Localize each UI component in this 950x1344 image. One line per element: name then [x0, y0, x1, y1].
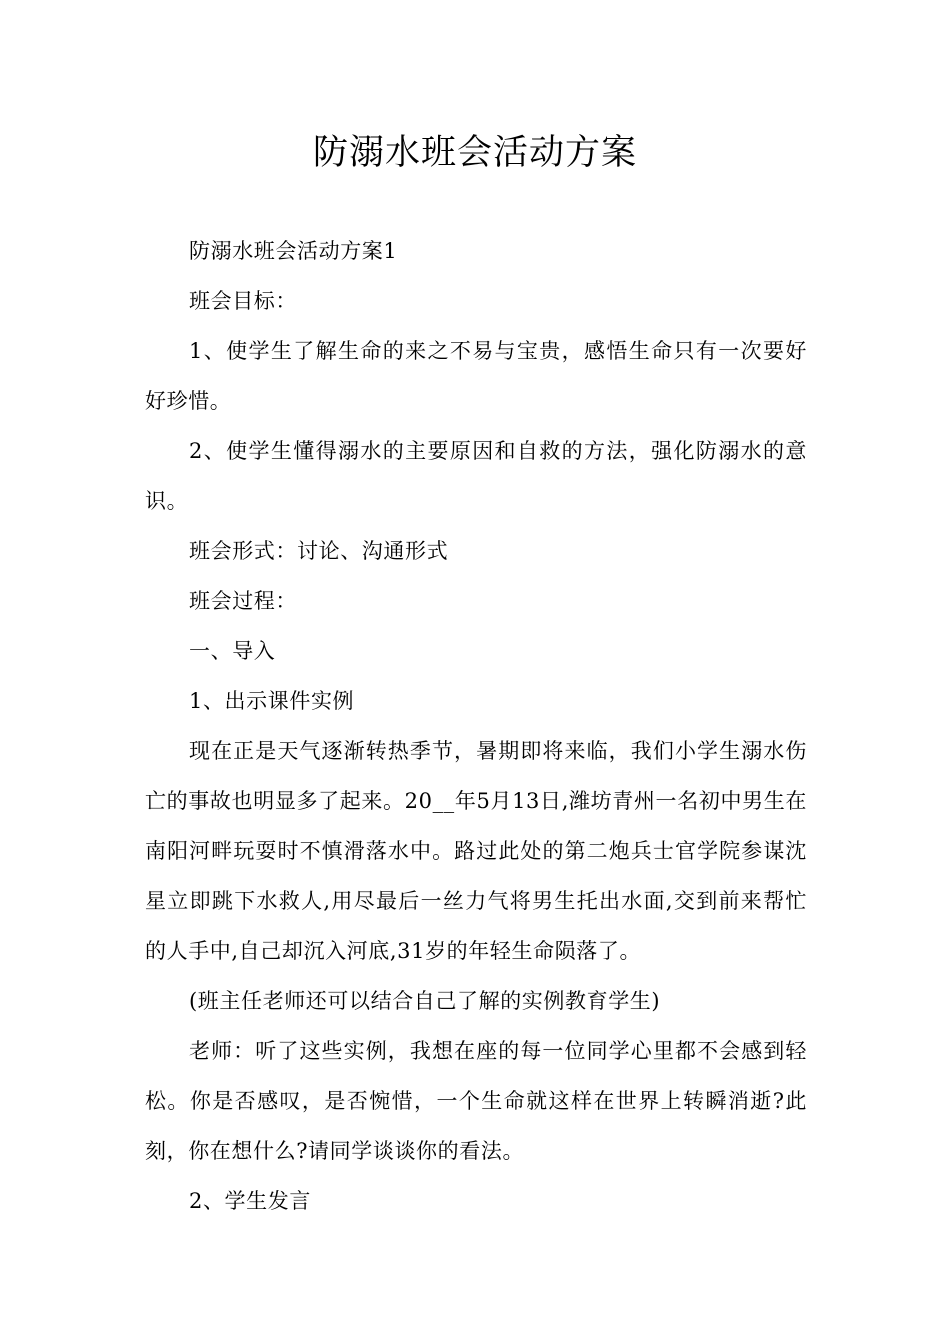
- paragraph-section-intro: 一、导入: [189, 639, 276, 663]
- paragraph-process-label: 班会过程：: [189, 589, 297, 613]
- paragraph-goal-1: 1、使学生了解生命的来之不易与宝贵，感悟生命只有一次要好好珍惜。: [145, 339, 807, 413]
- paragraph-goals-label: 班会目标：: [189, 289, 297, 313]
- paragraph-step-1: 1、出示课件实例: [189, 689, 355, 713]
- paragraph-goal-2: 2、使学生懂得溺水的主要原因和自救的方法，强化防溺水的意识。: [145, 439, 807, 513]
- document-title: 防溺水班会活动方案: [312, 133, 637, 173]
- document-body: [145, 226, 807, 1226]
- paragraph-teacher-note: (班主任老师还可以结合自己了解的实例教育学生): [189, 989, 661, 1013]
- paragraph-plan-heading: 防溺水班会活动方案1: [189, 239, 398, 263]
- paragraph-step-2: 2、学生发言: [189, 1189, 311, 1213]
- paragraph-format: 班会形式：讨论、沟通形式: [189, 539, 449, 563]
- paragraph-case-study: 现在正是天气逐渐转热季节，暑期即将来临，我们小学生溺水伤亡的事故也明显多了起来。20__年5月13日,潍坊青州一名初中男生在南阳河畔玩耍时不慎滑落水中。路过此处的第二炮兵士官学院参谋沈星立即跳下水救人,用尽最后一丝力气将男生托出水面,交到前来帮忙的人手中,自己却沉入河底,31岁的年轻生命陨落了。: [145, 739, 807, 963]
- paragraph-teacher-speech: 老师：听了这些实例，我想在座的每一位同学心里都不会感到轻松。你是否感叹，是否惋惜，一个生命就这样在世界上转瞬消逝?此刻，你在想什么?请同学谈谈你的看法。: [145, 1039, 807, 1163]
